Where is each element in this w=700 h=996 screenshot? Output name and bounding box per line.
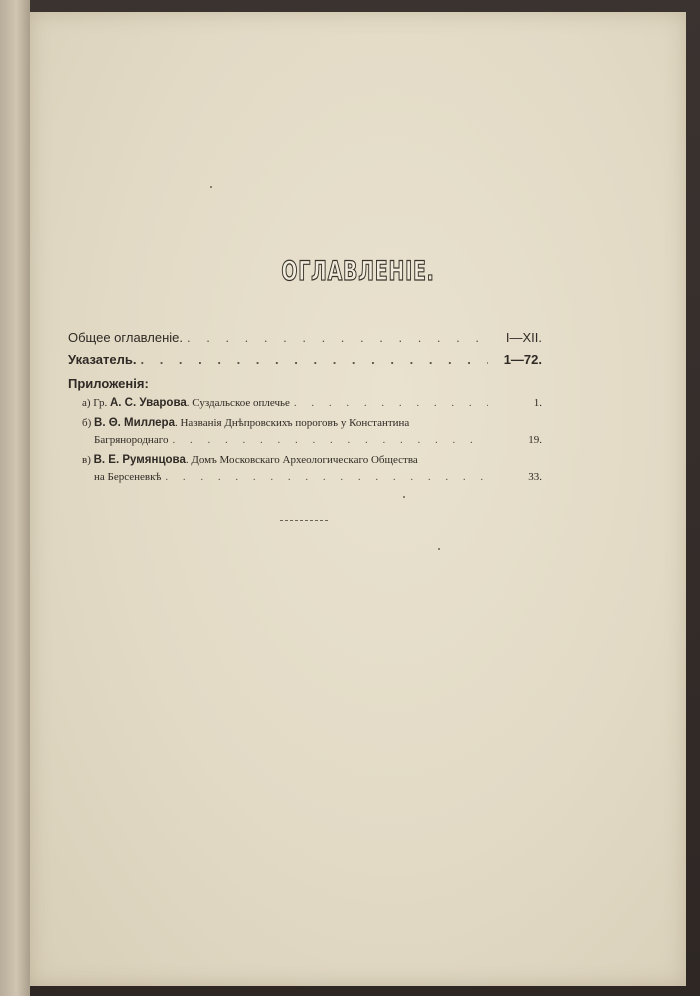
- entry-title-continued: Багрянороднаго: [94, 434, 169, 446]
- toc-title: Общее оглавленіе.: [68, 330, 184, 345]
- entry-title-continued: на Берсеневкѣ: [94, 471, 162, 483]
- entry-author: В. Θ. Миллера: [94, 417, 175, 429]
- toc-row-general: [68, 330, 542, 352]
- table-of-contents: [68, 330, 542, 486]
- entry-prefix: а) Гр.: [82, 397, 110, 409]
- entry-prefix: в): [82, 454, 94, 466]
- toc-section-title: Приложенія:: [68, 376, 149, 391]
- page-heading: ОГЛАВЛЕНІЕ.: [281, 256, 435, 287]
- divider-line: [280, 520, 328, 521]
- entry-author: В. Е. Румянцова: [93, 454, 186, 466]
- toc-page-number: 33.: [528, 471, 542, 483]
- toc-page-number: 1—72.: [503, 352, 542, 367]
- toc-entry-a: [68, 395, 542, 412]
- toc-page-number: 1.: [533, 397, 542, 409]
- toc-title: Указатель.: [68, 352, 137, 367]
- toc-page-number: I—XII.: [505, 330, 542, 345]
- dot-leader: [172, 432, 488, 449]
- toc-entry-b: [68, 415, 542, 449]
- entry-title: . Суздальское оплечье: [186, 397, 290, 409]
- paper-speck: [403, 496, 405, 498]
- paper-speck: [438, 548, 440, 550]
- paper-speck: [210, 186, 212, 188]
- dot-leader: [187, 330, 488, 345]
- book-page: [30, 12, 686, 986]
- entry-title: . Названія Днѣпровскихъ пороговъ у Константина: [174, 417, 410, 429]
- entry-author: А. С. Уварова: [109, 397, 187, 409]
- toc-row-index: [68, 352, 542, 374]
- dot-leader: [165, 469, 488, 486]
- toc-page-number: 19.: [528, 434, 542, 446]
- toc-entry-c: [68, 452, 542, 486]
- dot-leader: [294, 395, 488, 412]
- previous-page-edge: [0, 0, 30, 996]
- entry-title: . Домъ Московскаго Археологическаго Общества: [185, 454, 418, 466]
- dot-leader: [140, 352, 488, 367]
- entry-prefix: б): [82, 417, 95, 429]
